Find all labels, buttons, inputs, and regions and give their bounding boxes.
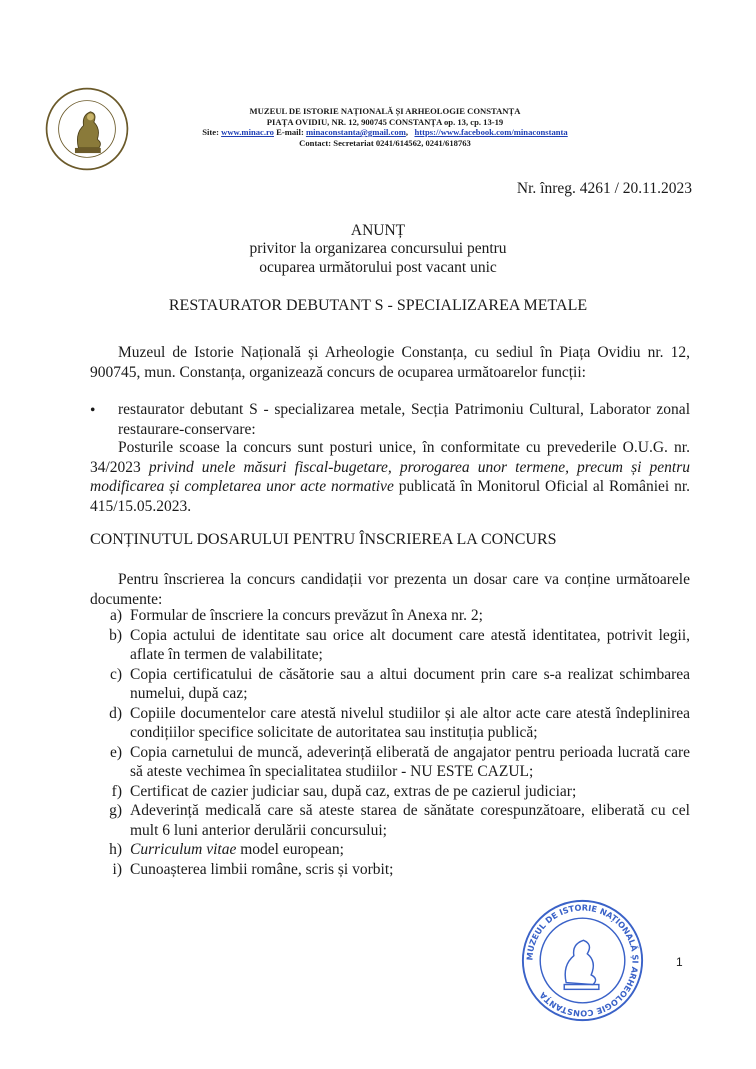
institution-name: MUZEUL DE ISTORIE NAȚIONALĂ ȘI ARHEOLOGIE CONSTANȚA xyxy=(249,106,521,116)
section-intro: Pentru înscrierea la concurs candidații vor prezenta un dosar care va conține următoarele documente: xyxy=(90,571,690,608)
list-item: f) Certificat de cazier judiciar sau, după caz, extras de pe cazierul judiciar; xyxy=(111,782,577,800)
documents-list xyxy=(90,606,690,879)
svg-text:MUZEUL DE ISTORIE NAȚIONALĂ ȘI xyxy=(524,902,640,1018)
legal-paragraph: Posturile scoase la concurs sunt posturi unice, în conformitate cu prevederile O.U.G. nr. 34/2023 privind unele măsuri fiscal-bugetare, prorogarea unor termene, precum și pentru modificarea și completarea unor acte normative publicată în Monitorul Oficial al României nr. 415/15.05.2023. xyxy=(90,439,690,515)
contact-links: Site: www.minac.ro E-mail: minaconstanta@gmail.com, https://www.facebook.com/minaconstanta xyxy=(202,127,568,137)
list-item: b) Copia actului de identitate sau orice alt document care atestă identitatea, potrivit legii, aflate în termen de valabilitate; xyxy=(109,626,690,663)
registration-number: Nr. înreg. 4261 / 20.11.2023 xyxy=(516,180,692,197)
institution-address: PIAȚA OVIDIU, NR. 12, 900745 CONSTANȚA op. 13, cp. 13-19 xyxy=(266,116,504,127)
position-bullet: restaurator debutant S - specializarea metale, Secția Patrimoniu Cultural, Laborator zonal restaurare-conservare: xyxy=(118,401,690,438)
announcement-subtitle-2: ocuparea următorului post vacant unic xyxy=(259,259,497,276)
facebook-link[interactable]: https://www.facebook.com/minaconstanta xyxy=(414,127,568,137)
institution-header xyxy=(160,106,610,148)
section-title: CONȚINUTUL DOSARULUI PENTRU ÎNSCRIEREA LA CONCURS xyxy=(90,531,557,548)
announcement-subtitle-1: privitor la organizarea concursului pentru xyxy=(249,240,507,257)
museum-stamp xyxy=(520,898,645,1023)
site-link[interactable]: www.minac.ro xyxy=(221,127,274,137)
list-item: d) Copiile documentelor care atestă nivelul studiilor și ale altor acte care atestă îndeplinirea condițiilor specifice solicitate de autoritatea sau instituția publică; xyxy=(109,704,690,741)
list-item: h) Curriculum vitae model european; xyxy=(109,841,344,858)
bullet-icon: • xyxy=(90,402,96,419)
list-item: c) Copia certificatului de căsătorie sau a altui document prin care s-a realizat schimbarea numelui, după caz; xyxy=(109,665,690,702)
list-item: g) Adeverință medicală care să ateste starea de sănătate corespunzătoare, eliberată cu cel mult 6 luni anterior derulării concursului; xyxy=(109,802,690,839)
announcement-title: ANUNȚ xyxy=(350,222,406,239)
position-title: RESTAURATOR DEBUTANT S - SPECIALIZAREA METALE xyxy=(168,297,588,314)
contact-phones: Contact: Secretariat 0241/614562, 0241/618763 xyxy=(299,137,471,148)
stamp-text: MUZEUL DE ISTORIE NAȚIONALĂ ȘI ARHEOLOGIE CONSTANȚA xyxy=(524,902,641,1019)
list-item: a) Formular de înscriere la concurs prevăzut în Anexa nr. 2; xyxy=(109,607,483,624)
email-link[interactable]: minaconstanta@gmail.com xyxy=(305,127,406,137)
list-item: i) Cunoașterea limbii române, scris și vorbit; xyxy=(112,860,394,878)
list-item: e) Copia carnetului de muncă, adeverință eliberată de angajator pentru perioada lucrată care să ateste vechimea în specialitatea studiilor - NU ESTE CAZUL; xyxy=(109,743,690,780)
page-number: 1 xyxy=(676,955,683,969)
intro-paragraph: Muzeul de Istorie Națională și Arheologie Constanța, cu sediul în Piața Ovidiu nr. 12, 900745, mun. Constanța, organizează concurs de ocuparea următoarelor funcții: xyxy=(90,344,690,381)
museum-logo xyxy=(44,86,130,172)
